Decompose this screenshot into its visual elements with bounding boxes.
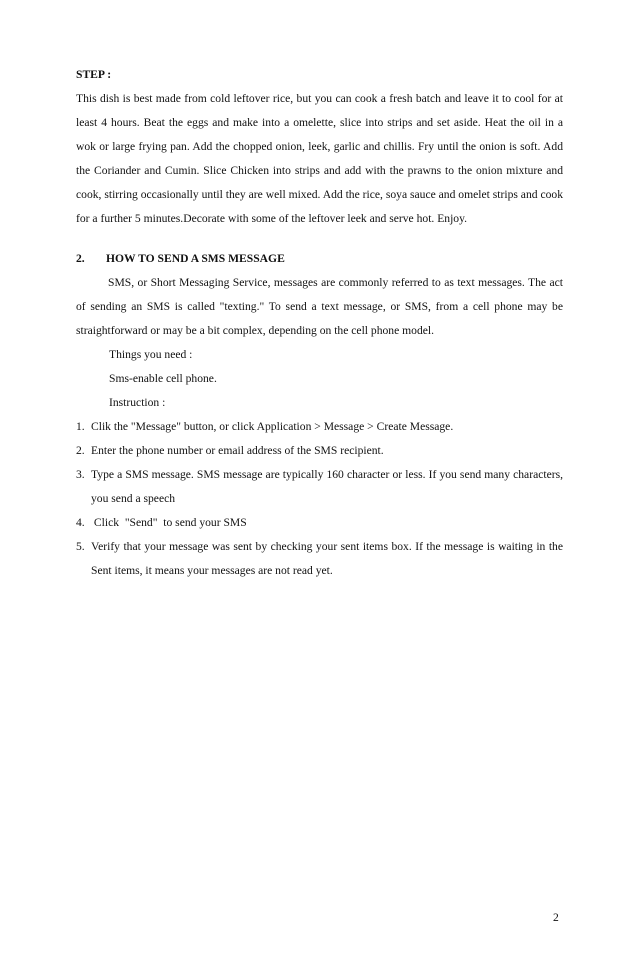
list-item-number: 5. — [76, 540, 85, 553]
list-item-text: Click "Send" to send your SMS — [91, 516, 247, 529]
list-item — [76, 463, 563, 511]
list-item — [76, 439, 563, 463]
recipe-paragraph: This dish is best made from cold leftover rice, but you can cook a fresh batch and leave it to cool for at least 4 hours. Beat the eggs and make into a omelette, slice into strips and set aside. Heat the oil in a wok or large frying pan. Add the chopped onion, leek, garlic and chillis. Fry until the onion is soft. Add the Coriander and Cumin. Slice Chicken into strips and add with the prawns to the onion mixture and cook, stirring occasionally until they are well mixed. Add the rice, soya sauce and omelet strips and cook for a further 5 minutes.Decorate with some of the leftover leek and serve hot. Enjoy. — [76, 92, 563, 225]
list-item-text: Enter the phone number or email address of the SMS recipient. — [91, 444, 384, 457]
list-item — [76, 511, 563, 535]
instruction-list — [76, 415, 563, 583]
step-heading: STEP : — [76, 68, 112, 81]
things-you-need-label: Things you need : — [109, 348, 193, 361]
list-item-number: 2. — [76, 444, 85, 457]
page-number: 2 — [553, 911, 559, 924]
list-item — [76, 535, 563, 583]
section-number: 2. — [76, 252, 85, 265]
list-item-number: 3. — [76, 468, 85, 481]
sms-intro-paragraph: SMS, or Short Messaging Service, messages are commonly referred to as text messages. The act of sending an SMS is called "texting." To send a text message, or SMS, from a cell phone may be straightforward or may be a bit complex, depending on the cell phone model. — [76, 276, 563, 337]
page-content — [76, 63, 563, 583]
section-title: HOW TO SEND A SMS MESSAGE — [106, 252, 285, 265]
list-item-text: Verify that your message was sent by checking your sent items box. If the message is waiting in the Sent items, it means your messages are not read yet. — [91, 540, 563, 577]
things-item: Sms-enable cell phone. — [109, 372, 217, 385]
list-item-text: Clik the "Message" button, or click Application > Message > Create Message. — [91, 420, 454, 433]
section-heading — [76, 247, 563, 271]
list-item-text: Type a SMS message. SMS message are typically 160 character or less. If you send many characters, you send a speech — [91, 468, 563, 505]
spacer — [76, 231, 563, 247]
list-item-number: 1. — [76, 420, 85, 433]
instruction-label: Instruction : — [109, 396, 166, 409]
list-item-number: 4. — [76, 516, 85, 529]
list-item — [76, 415, 563, 439]
